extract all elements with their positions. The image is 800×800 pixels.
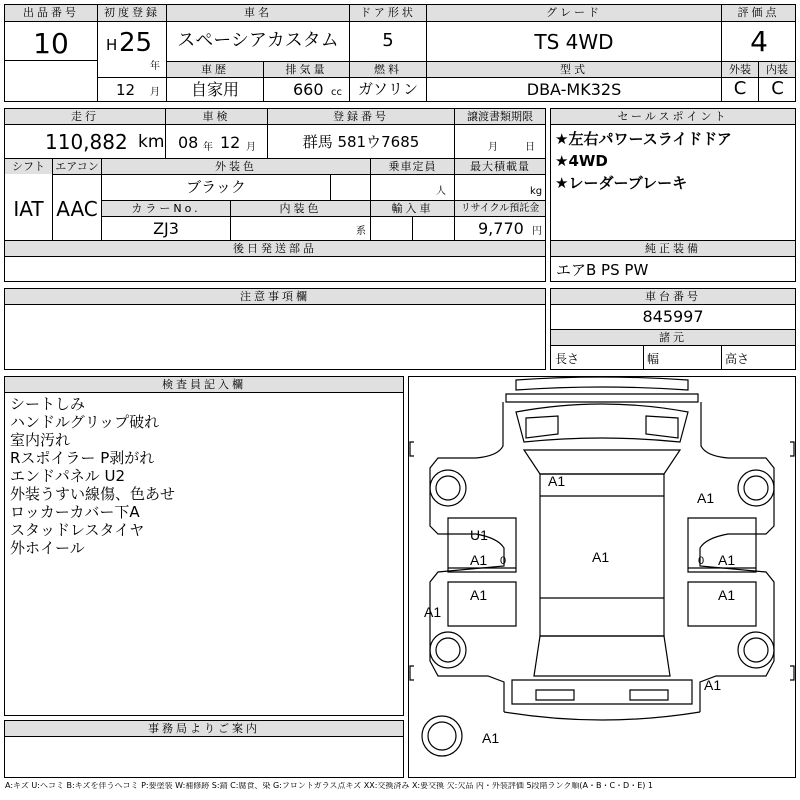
aircon: AAC (56, 197, 98, 221)
chassis-number: 845997 (642, 307, 704, 326)
mark-front-door-left-u: U1 (470, 527, 488, 543)
year-unit: 年 (150, 61, 160, 72)
hdr-chassis-no: 車台番号 (551, 289, 795, 304)
mark-roof: A1 (592, 549, 610, 565)
legend: A:キズ U:ヘコミ B:キズを伴うヘコミ P:要塗装 W:補修跡 S:錆 C:腐食、染 G:フロントガラス点キズ XX:交換済み X:要交換 欠:欠品 内・外装評価 5段階ランク順(A・B・C・D・E) 1 (5, 782, 654, 790)
displacement-unit: cc (331, 87, 342, 98)
width-label: 幅 (647, 352, 660, 366)
sales-point-item: ★4WD (555, 152, 608, 170)
mark-rear-door-right: A1 (718, 587, 736, 603)
registration-number: 群馬 581ウ7685 (302, 133, 420, 151)
inspector-note: Rスポイラー P剥がれ (10, 449, 155, 467)
hdr-history: 車歴 (167, 62, 263, 77)
car-diagram (408, 376, 796, 778)
hdr-color-no: カラーNo. (102, 201, 230, 216)
hdr-score: 評価点 (722, 5, 795, 21)
exterior-grade: C (733, 78, 747, 99)
hdr-car-name: 車名 (167, 5, 349, 21)
inspector-notes-list (10, 395, 175, 557)
hdr-import: 輸入車 (371, 201, 454, 216)
hdr-shift: シフト (5, 159, 52, 174)
car-name: スペーシアカスタム (177, 30, 339, 51)
grade: TS 4WD (534, 30, 614, 54)
mileage-unit: km (138, 132, 165, 152)
hdr-model-code: 型式 (427, 62, 721, 77)
hdr-first-reg: 初度登録 (98, 5, 166, 21)
hdr-inspection: 車検 (166, 109, 267, 124)
inspector-note: 外装うすい線傷、色あせ (10, 485, 176, 503)
recycle-unit: 円 (532, 226, 542, 237)
int-color-unit: 系 (356, 226, 366, 237)
hdr-fuel: 燃料 (350, 62, 426, 77)
lot-number: 10 (33, 27, 69, 60)
mark-front-right-fender: A1 (697, 490, 715, 506)
inspector-note: ハンドルグリップ破れ (10, 413, 160, 431)
hdr-ext-color: 外装色 (102, 159, 370, 174)
score: 4 (750, 25, 768, 58)
month-unit: 月 (150, 87, 160, 98)
hdr-grade: グレード (427, 5, 721, 21)
inspection-year: 08 (178, 133, 199, 152)
length-label: 長さ (555, 352, 580, 366)
hdr-mileage: 走行 (5, 109, 165, 124)
hdr-door: ドア形状 (350, 5, 426, 21)
reg-year: 25 (119, 28, 153, 58)
fuel: ガソリン (357, 80, 418, 98)
hdr-lot-no: 出品番号 (5, 5, 97, 21)
mark-pillar-left: 0 (500, 555, 507, 567)
mark-rear-door-left: A1 (470, 587, 488, 603)
inspector-note: シートしみ (10, 395, 86, 413)
era-letter: H (106, 36, 118, 54)
hdr-recycle: リサイクル預託金 (455, 201, 545, 216)
inspector-note: エンドパネル U2 (10, 467, 125, 485)
inspection-year-unit: 年 (203, 142, 213, 153)
inspection-month: 12 (220, 133, 241, 152)
model-code: DBA-MK32S (526, 80, 622, 99)
hdr-notes: 注意事項欄 (5, 289, 545, 304)
sales-point-item: ★左右パワースライドドア (555, 130, 732, 148)
recycle-fee: 9,770 (478, 219, 524, 238)
inspector-note: 外ホイール (10, 539, 85, 557)
interior-grade: C (771, 78, 784, 99)
hdr-max-load: 最大積載量 (455, 159, 545, 174)
mark-rear-right-quarter: A1 (704, 677, 722, 693)
hdr-dimensions: 諸元 (551, 330, 795, 345)
mark-pillar-right: 0 (698, 555, 705, 567)
inspector-note: ロッカーカバー下A (10, 503, 140, 521)
load-unit: kg (530, 186, 543, 197)
mark-front-door-left-a: A1 (470, 552, 488, 568)
mileage: 110,882 (45, 130, 128, 154)
reg-month: 12 (116, 81, 136, 99)
shift: IAT (13, 197, 44, 221)
hdr-displacement: 排気量 (264, 62, 349, 77)
genuine-equipment: エアB PS PW (556, 261, 649, 279)
height-label: 高さ (725, 352, 750, 366)
hdr-inspector: 検査員記入欄 (5, 377, 403, 392)
sales-point-item: ★レーダーブレーキ (555, 174, 688, 192)
color-number: ZJ3 (153, 219, 179, 238)
hdr-later-parts: 後日発送部品 (5, 241, 545, 256)
hdr-int-color: 内装色 (231, 201, 370, 216)
history: 自家用 (190, 80, 239, 99)
hdr-genuine-equip: 純正装備 (551, 241, 795, 256)
transfer-month-label: 月 (488, 142, 498, 153)
hdr-transfer-docs: 譲渡書類期限 (455, 109, 545, 124)
inspector-note: スタッドレスタイヤ (10, 521, 145, 539)
hdr-sales-points: セールスポイント (551, 109, 795, 124)
mark-front-door-right: A1 (718, 552, 736, 568)
transfer-day-label: 日 (525, 142, 535, 153)
hdr-exterior: 外装 (722, 62, 758, 77)
hdr-interior: 内装 (759, 62, 795, 77)
hdr-capacity: 乗車定員 (371, 159, 454, 174)
mark-front-left-fender: A1 (424, 604, 442, 620)
mark-spare: A1 (482, 730, 500, 746)
hdr-reg-no: 登録番号 (268, 109, 454, 124)
door-count: 5 (382, 30, 394, 51)
displacement: 660 (293, 80, 324, 99)
inspector-note: 室内汚れ (10, 431, 71, 449)
exterior-color: ブラック (186, 178, 246, 196)
inspection-month-unit: 月 (246, 142, 256, 153)
hdr-office: 事務局よりご案内 (5, 721, 403, 736)
hdr-aircon: エアコン (53, 159, 101, 174)
capacity-unit: 人 (436, 186, 446, 197)
mark-hood: A1 (548, 473, 566, 489)
